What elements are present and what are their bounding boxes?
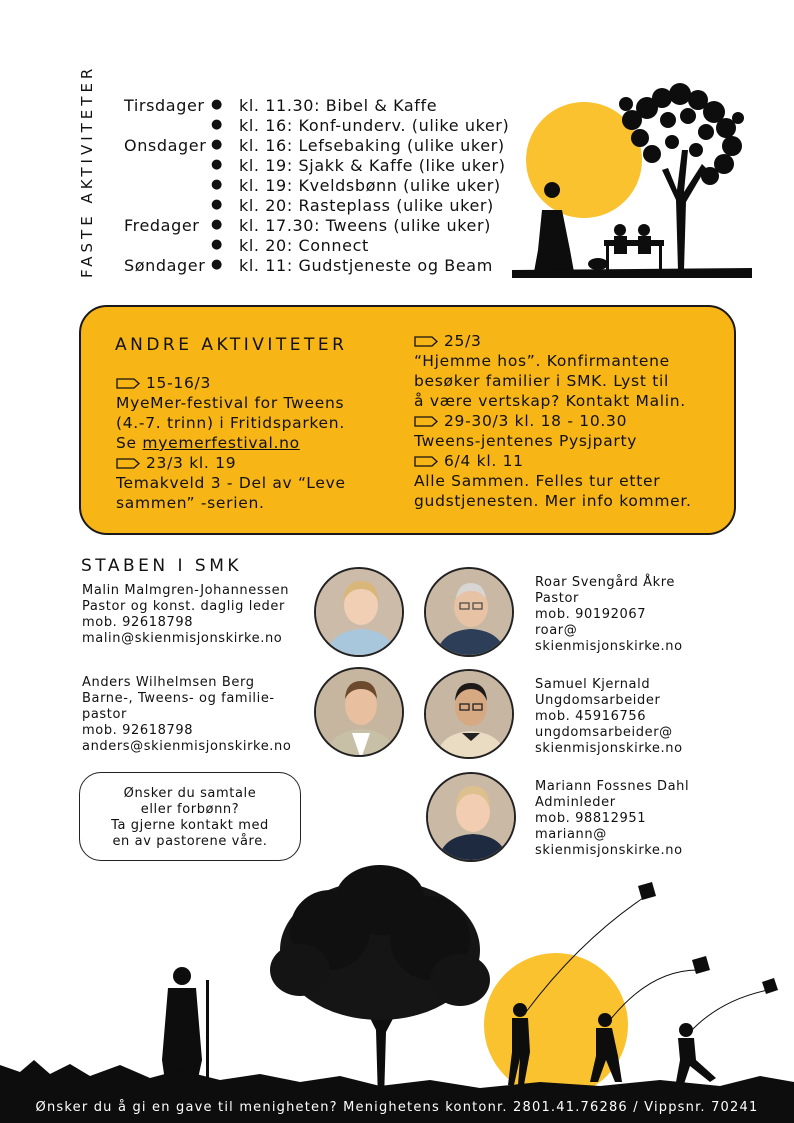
staff-card-malin xyxy=(82,583,289,647)
staff-name: Malin Malmgren-Johannessen xyxy=(82,583,290,598)
staff-email[interactable]: malin@skienmisjonskirke.no xyxy=(82,631,283,646)
schedule-item: kl. 20: Connect xyxy=(239,236,369,255)
staff-name: Mariann Fossnes Dahl xyxy=(535,779,690,794)
staben-heading: STABEN I SMK xyxy=(81,556,243,576)
contact-text: Ønsker du samtale xyxy=(123,786,257,801)
events-right-column xyxy=(414,331,692,511)
event-text: besøker familier i SMK. Lyst til xyxy=(414,372,670,390)
bullet-icon: ● xyxy=(211,157,223,172)
staff-phone: mob. 92618798 xyxy=(82,723,194,738)
schedule-item: kl. 16: Konf-underv. (ulike uker) xyxy=(239,116,510,135)
schedule-item: kl. 17.30: Tweens (ulike uker) xyxy=(239,216,492,235)
schedule-day: Fredager xyxy=(124,216,200,235)
staff-role: Pastor og konst. daglig leder xyxy=(82,599,285,614)
staff-phone: mob. 45916756 xyxy=(535,709,647,724)
bullet-icon: ● xyxy=(211,117,223,132)
faste-aktiviteter-heading: FASTE AKTIVITETER xyxy=(78,64,96,278)
staff-card-samuel xyxy=(535,677,683,757)
bullet-icon: ● xyxy=(211,237,223,252)
event-text: gudstjenesten. Mer info kommer. xyxy=(414,492,692,510)
bullet-icon: ● xyxy=(211,197,223,212)
event-text: (4.-7. trinn) i Fritidsparken. xyxy=(116,414,345,432)
avatar xyxy=(424,567,514,657)
schedule-day: Tirsdager xyxy=(124,96,205,115)
staff-phone: mob. 98812951 xyxy=(535,811,647,826)
schedule-item: kl. 19: Kveldsbønn (ulike uker) xyxy=(239,176,501,195)
schedule-day: Søndager xyxy=(124,256,206,275)
contact-text: Ta gjerne kontakt med xyxy=(111,818,269,833)
bullet-icon: ● xyxy=(211,137,223,152)
event-text: Tweens-jentenes Pysjparty xyxy=(414,432,638,450)
event-text: “Hjemme hos”. Konfirmantene xyxy=(414,352,670,370)
figures-silhouette xyxy=(512,182,752,278)
tree-icon xyxy=(270,865,490,1100)
contact-pastor-box xyxy=(79,772,301,861)
staff-email[interactable]: roar@ xyxy=(535,623,578,638)
staff-phone: mob. 90192067 xyxy=(535,607,647,622)
event-date: 25/3 xyxy=(414,331,692,351)
staff-email[interactable]: mariann@ xyxy=(535,827,607,842)
event-text: å være vertskap? Kontakt Malin. xyxy=(414,392,686,410)
event-date: 29-30/3 kl. 18 - 10.30 xyxy=(414,411,692,431)
staff-card-mariann xyxy=(535,779,689,859)
staff-phone: mob. 92618798 xyxy=(82,615,194,630)
contact-text: eller forbønn? xyxy=(140,802,240,817)
schedule-item: kl. 11.30: Bibel & Kaffe xyxy=(239,96,438,115)
tag-icon xyxy=(414,416,438,427)
tag-icon xyxy=(116,458,140,469)
schedule-item: kl. 20: Rasteplass (ulike uker) xyxy=(239,196,494,215)
kite-landscape-illustration xyxy=(0,860,794,1123)
event-date: 15-16/3 xyxy=(116,373,346,393)
bullet-icon: ● xyxy=(211,177,223,192)
schedule-item: kl. 11: Gudstjeneste og Beam xyxy=(239,256,493,275)
andre-aktiviteter-heading: ANDRE AKTIVITETER xyxy=(115,335,348,355)
staff-role: Pastor xyxy=(535,591,579,606)
staff-name: Samuel Kjernald xyxy=(535,677,651,692)
staff-role: Barne-, Tweens- og familie- xyxy=(82,691,275,706)
staff-email[interactable]: skienmisjonskirke.no xyxy=(535,639,683,654)
avatar xyxy=(314,667,404,757)
tag-icon xyxy=(414,336,438,347)
schedule-day: Onsdager xyxy=(124,136,207,155)
events-left-column xyxy=(116,373,346,513)
schedule-item: kl. 19: Sjakk & Kaffe (like uker) xyxy=(239,156,506,175)
staff-email[interactable]: skienmisjonskirke.no xyxy=(535,741,683,756)
event-date: 6/4 kl. 11 xyxy=(414,451,692,471)
event-text: MyeMer-festival for Tweens xyxy=(116,394,345,412)
staff-email[interactable]: anders@skienmisjonskirke.no xyxy=(82,739,292,754)
staff-role: Ungdomsarbeider xyxy=(535,693,661,708)
festival-link[interactable]: myemerfestival.no xyxy=(142,434,300,452)
tag-icon xyxy=(414,456,438,467)
bullet-icon: ● xyxy=(211,217,223,232)
avatar xyxy=(426,772,516,862)
tree-bench-illustration xyxy=(512,80,752,278)
bullet-icon: ● xyxy=(211,97,223,112)
event-text: Se myemerfestival.no xyxy=(116,434,300,452)
staff-role: Adminleder xyxy=(535,795,616,810)
contact-text: en av pastorene våre. xyxy=(112,834,268,849)
schedule-item: kl. 16: Lefsebaking (ulike uker) xyxy=(239,136,505,155)
staff-role: pastor xyxy=(82,707,127,722)
staff-card-anders xyxy=(82,675,291,755)
staff-card-roar xyxy=(535,575,683,655)
staff-name: Anders Wilhelmsen Berg xyxy=(82,675,255,690)
tag-icon xyxy=(116,378,140,389)
event-text: Alle Sammen. Felles tur etter xyxy=(414,472,661,490)
andre-aktiviteter-box xyxy=(79,305,736,535)
staff-name: Roar Svengård Åkre xyxy=(535,575,676,590)
staff-email[interactable]: ungdomsarbeider@ xyxy=(535,725,673,740)
staff-email[interactable]: skienmisjonskirke.no xyxy=(535,843,683,858)
bullet-icon: ● xyxy=(211,257,223,272)
footer-donation-info: Ønsker du å gi en gave til menigheten? Menighetens kontonr. 2801.41.76286 / Vippsnr. 70241 xyxy=(35,1100,759,1115)
avatar xyxy=(314,567,404,657)
avatar xyxy=(424,669,514,759)
event-text: Temakveld 3 - Del av “Leve xyxy=(116,474,346,492)
event-date: 23/3 kl. 19 xyxy=(116,453,346,473)
event-text: sammen” -serien. xyxy=(116,494,265,512)
